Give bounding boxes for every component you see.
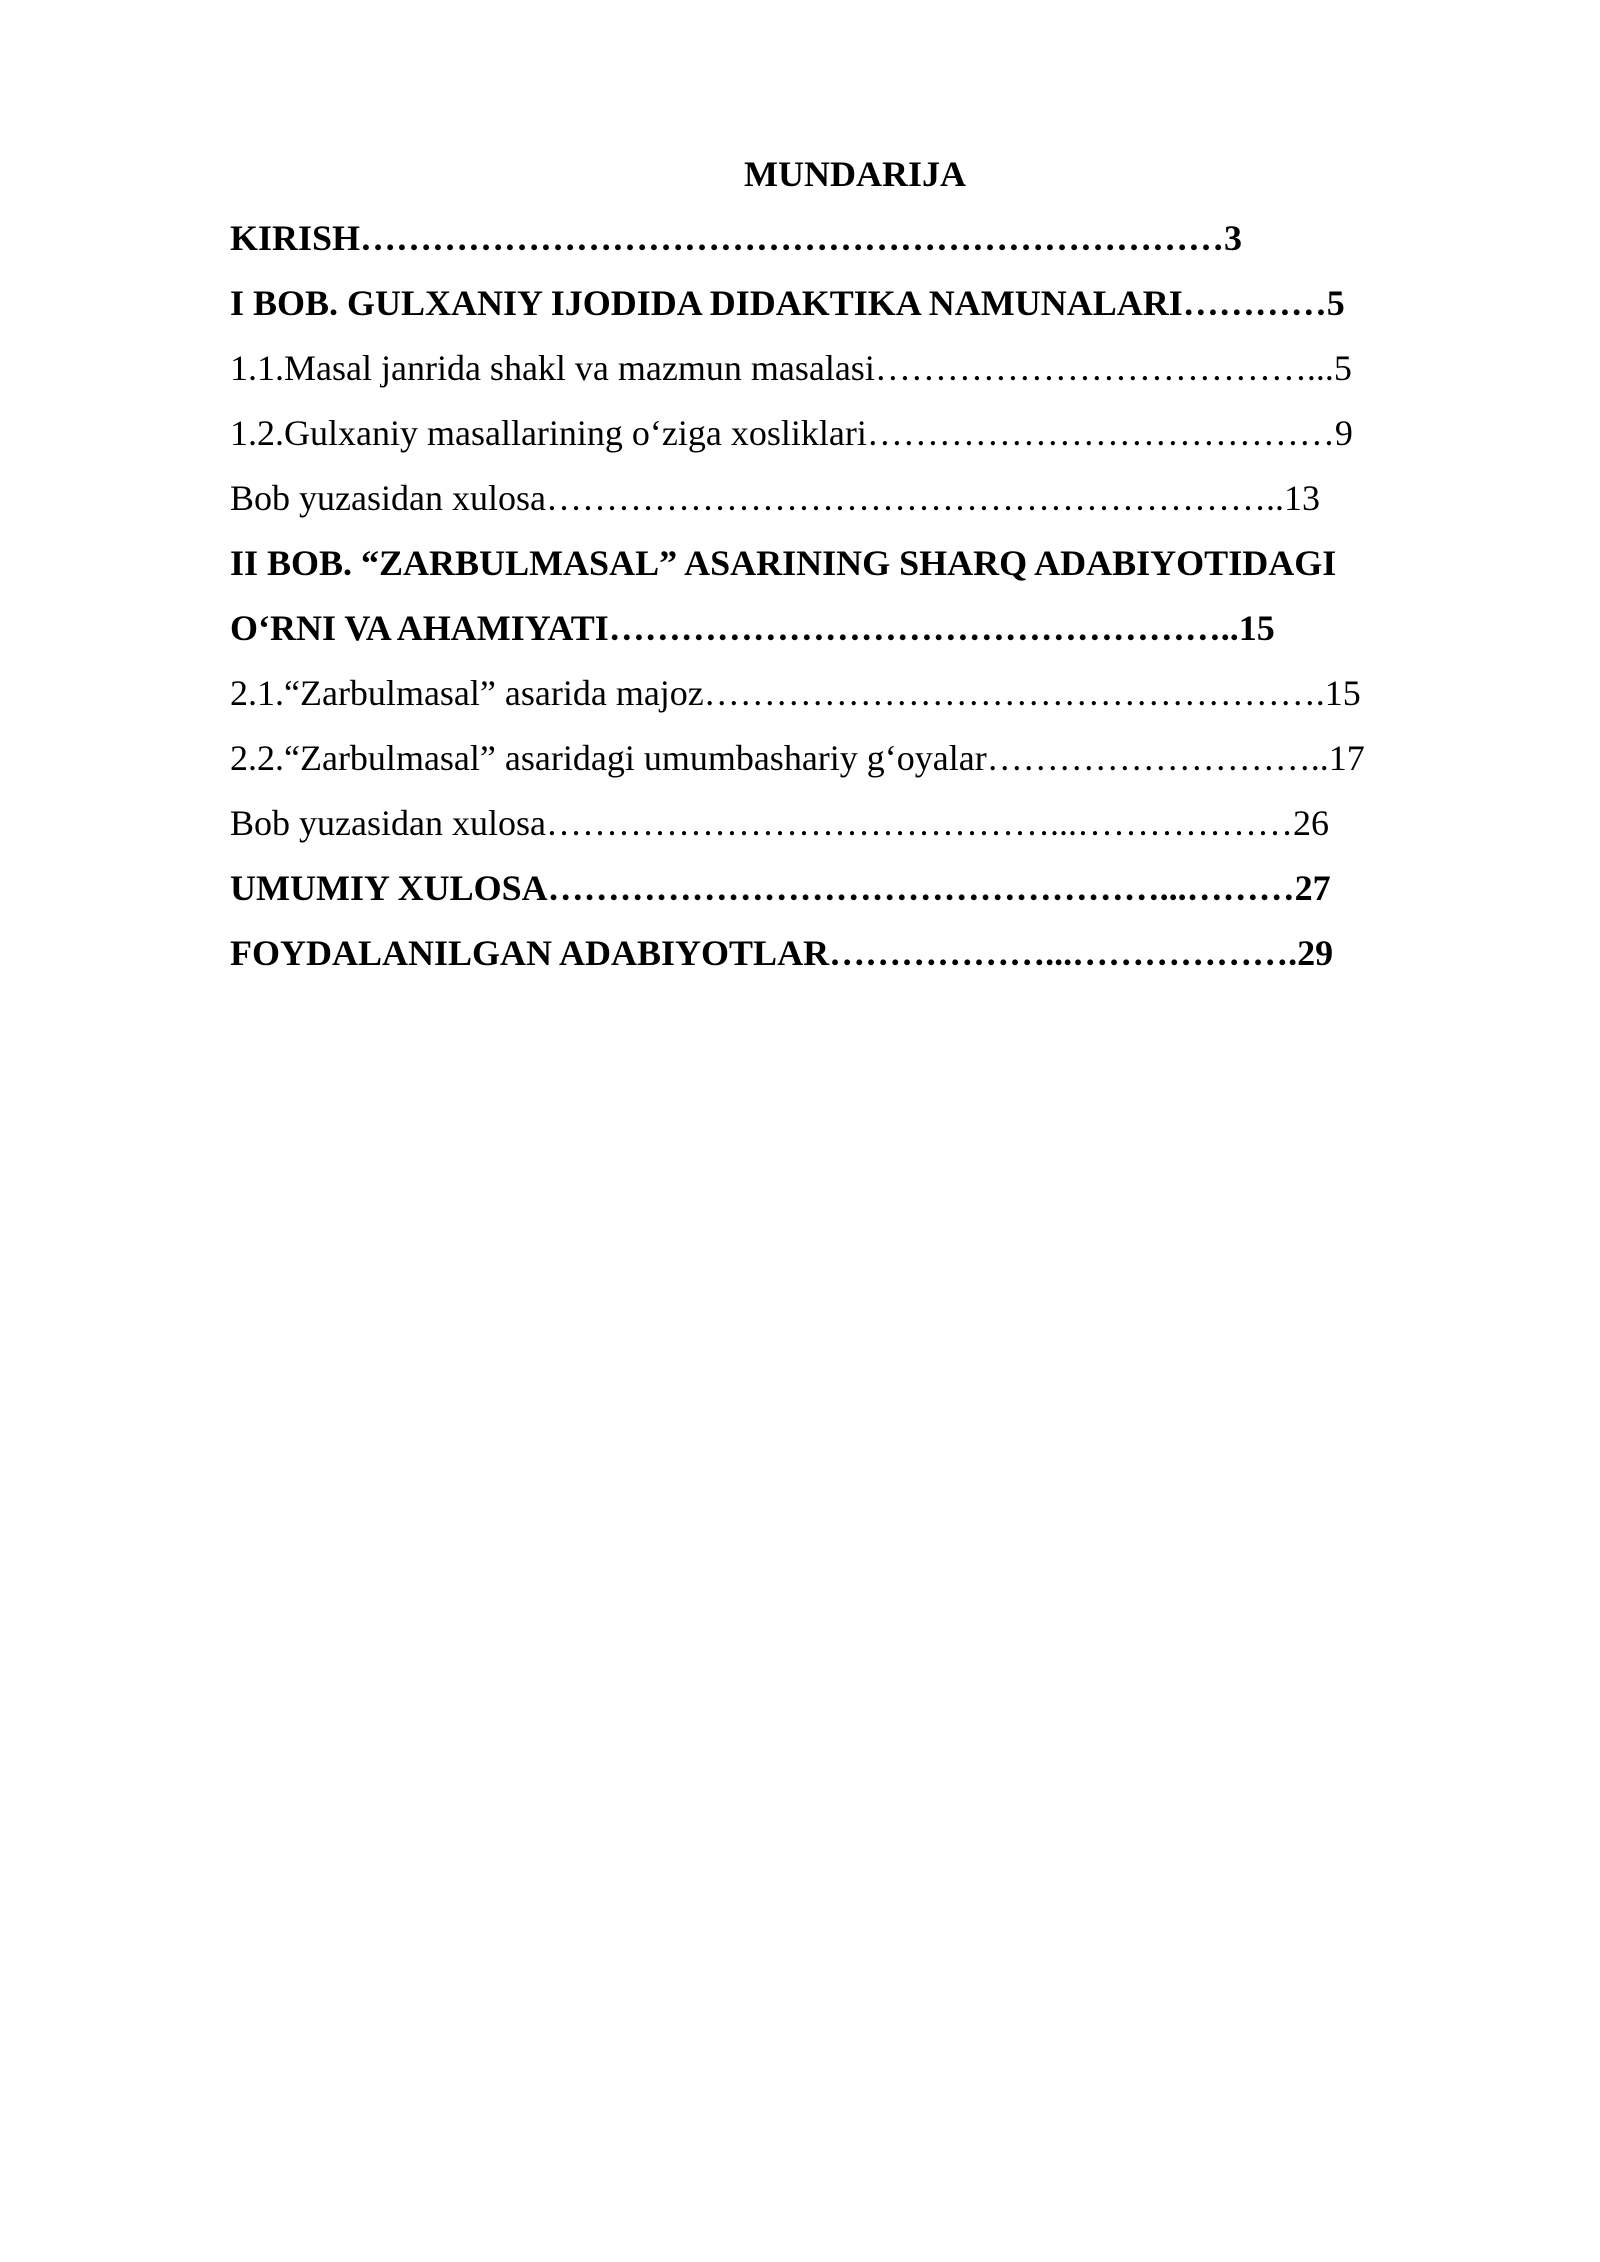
- toc-entry-general-conclusion: [230, 862, 1430, 927]
- toc-entry-leader: ……………………………………………...………: [547, 868, 1295, 908]
- toc-entry-leader: ……………………………………………..: [608, 608, 1239, 648]
- toc-entry-text: Bob yuzasidan xulosa: [230, 478, 546, 518]
- toc-entry-leader: ……………………………………...………………: [545, 803, 1293, 843]
- toc-entry-text: Bob yuzasidan xulosa: [230, 803, 546, 843]
- toc-entry-kirish: [230, 212, 1430, 277]
- toc-entry-page: 27: [1294, 868, 1331, 908]
- toc-entry-page: 5: [1333, 348, 1352, 388]
- toc-entry-page: 15: [1238, 608, 1275, 648]
- toc-entry-text: 1.2.Gulxaniy masallarining o‘ziga xosliklari: [230, 413, 867, 453]
- toc-entry-text: FOYDALANILGAN ADABIYOTLAR: [230, 933, 830, 973]
- toc-entry-page: 3: [1224, 218, 1243, 258]
- toc-entry-text: 2.1.“Zarbulmasal” asarida majoz: [230, 673, 704, 713]
- toc-entry-section-1-1: [230, 342, 1430, 407]
- toc-entry-chapter-1-conclusion: [230, 472, 1430, 537]
- toc-entry-leader: ………………………………………………………………: [360, 218, 1225, 258]
- toc-entry-leader: …………: [1182, 283, 1327, 323]
- toc-entry-text: KIRISH: [230, 218, 361, 258]
- toc-entry-text: II BOB. “ZARBULMASAL” ASARINING SHARQ ADABIYOTIDAGI: [230, 543, 1337, 583]
- table-of-contents: [230, 212, 1430, 992]
- toc-entry-page: 15: [1324, 673, 1361, 713]
- toc-entry-page: 13: [1283, 478, 1320, 518]
- toc-entry-text: 1.1.Masal janrida shakl va mazmun masalasi: [230, 348, 875, 388]
- toc-entry-page: 17: [1328, 738, 1365, 778]
- toc-entry-leader: …………………………………………….: [703, 673, 1325, 713]
- toc-entry-section-2-2: [230, 732, 1430, 797]
- toc-entry-page: 29: [1297, 933, 1334, 973]
- toc-entry-page: 5: [1326, 283, 1345, 323]
- toc-entry-leader: ………………...……………….: [829, 933, 1298, 973]
- toc-entry-text: UMUMIY XULOSA: [230, 868, 548, 908]
- toc-entry-leader: ……………………………………………………..: [545, 478, 1284, 518]
- toc-entry-page: 26: [1292, 803, 1329, 843]
- toc-entry-section-2-1: [230, 667, 1430, 732]
- toc-entry-leader: ………………………………...: [874, 348, 1334, 388]
- toc-entry-chapter-2-conclusion: [230, 797, 1430, 862]
- toc-entry-text: I BOB. GULXANIY IJODIDA DIDAKTIKA NAMUNALARI: [230, 283, 1183, 323]
- toc-entry-text: O‘RNI VA AHAMIYATI: [230, 608, 609, 648]
- toc-entry-leader: ………………………..: [986, 738, 1329, 778]
- toc-entry-section-1-2: [230, 407, 1430, 472]
- toc-entry-chapter-2-line-1: [230, 537, 1430, 602]
- toc-entry-chapter-1: [230, 277, 1430, 342]
- toc-entry-chapter-2-line-2: [230, 602, 1430, 667]
- toc-entry-leader: …………………………………: [866, 413, 1335, 453]
- toc-entry-references: [230, 927, 1430, 992]
- page-title: MUNDARIJA: [744, 154, 966, 194]
- toc-entry-text: 2.2.“Zarbulmasal” asaridagi umumbashariy g‘oyalar: [230, 738, 987, 778]
- toc-entry-page: 9: [1334, 413, 1353, 453]
